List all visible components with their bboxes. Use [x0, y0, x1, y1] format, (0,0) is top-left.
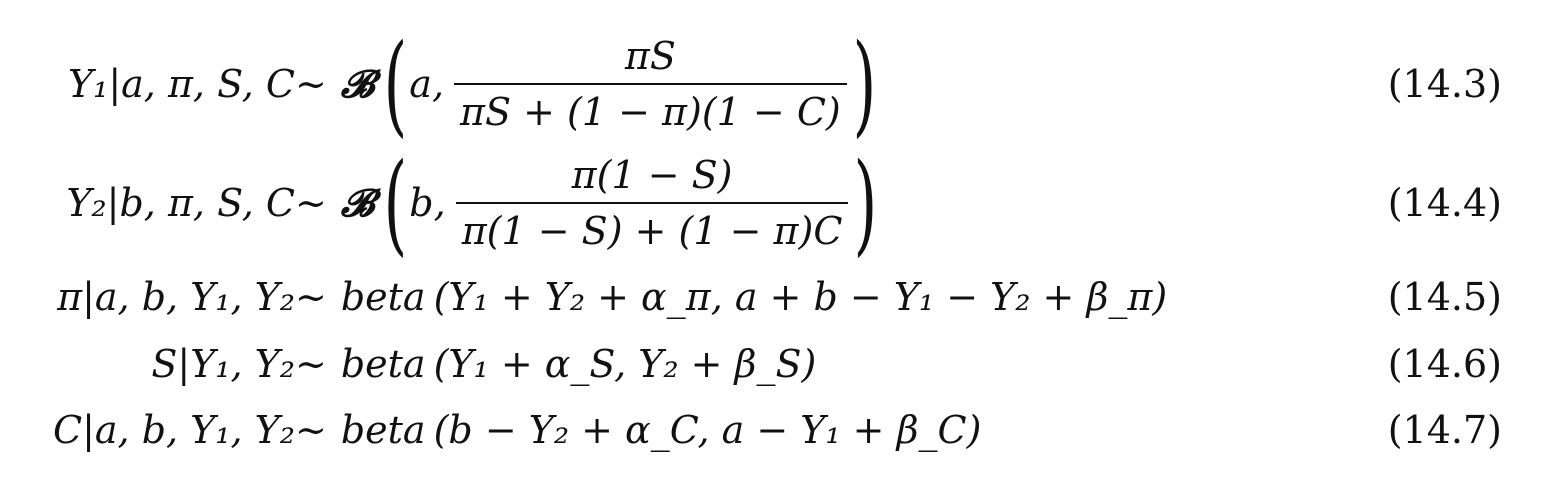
- equation-row: [0, 275, 1562, 319]
- equation-rhs: [295, 275, 1168, 319]
- equation-lhs: Y₁|a, π, S, C: [68, 62, 295, 106]
- equation-lhs: π|a, b, Y₁, Y₂: [57, 275, 295, 319]
- equation-row: [0, 342, 1562, 386]
- equation-rhs: [295, 342, 817, 386]
- tilde-symbol: ∼: [295, 275, 327, 319]
- distribution-arguments: (b − Y₂ + α_C, a − Y₁ + β_C): [433, 408, 982, 452]
- fraction: [456, 153, 849, 253]
- fraction-numerator: π(1 − S): [571, 153, 733, 197]
- distribution-name: beta: [340, 342, 426, 386]
- distribution-arguments: (Y₁ + α_S, Y₂ + β_S): [433, 342, 817, 386]
- fraction: [454, 34, 847, 134]
- equation-number: (14.7): [1387, 408, 1502, 452]
- left-paren: (: [384, 139, 408, 267]
- equation-rhs: [295, 139, 879, 267]
- tilde-symbol: ∼: [295, 181, 327, 225]
- equation-number: (14.5): [1387, 275, 1502, 319]
- argument-first: a,: [409, 62, 445, 106]
- equation-number: (14.3): [1387, 62, 1502, 106]
- equation-lhs: Y₂|b, π, S, C: [66, 181, 295, 225]
- right-paren: ): [852, 20, 877, 148]
- left-paren: (: [384, 20, 408, 148]
- right-paren: ): [854, 139, 878, 267]
- argument-first: b,: [409, 181, 446, 225]
- fraction-numerator: πS: [624, 34, 676, 78]
- equation-rhs: [295, 408, 982, 452]
- tilde-symbol: ∼: [295, 342, 327, 386]
- distribution-name: 𝓑: [340, 61, 375, 106]
- equation-number: (14.4): [1387, 181, 1502, 225]
- distribution-name: beta: [340, 408, 426, 452]
- tilde-symbol: ∼: [295, 408, 327, 452]
- distribution-name: beta: [340, 275, 426, 319]
- distribution-name: 𝓑: [340, 180, 375, 225]
- fraction-denominator: π(1 − S) + (1 − π)C: [456, 202, 849, 250]
- distribution-arguments: (Y₁ + Y₂ + α_π, a + b − Y₁ − Y₂ + β_π): [433, 275, 1168, 319]
- equation-lhs: C|a, b, Y₁, Y₂: [53, 408, 295, 452]
- equation-row: [0, 408, 1562, 452]
- tilde-symbol: ∼: [295, 62, 327, 106]
- equation-lhs: S|Y₁, Y₂: [151, 342, 295, 386]
- equation-number: (14.6): [1387, 342, 1502, 386]
- equation-rhs: [295, 20, 878, 148]
- fraction-denominator: πS + (1 − π)(1 − C): [454, 83, 847, 131]
